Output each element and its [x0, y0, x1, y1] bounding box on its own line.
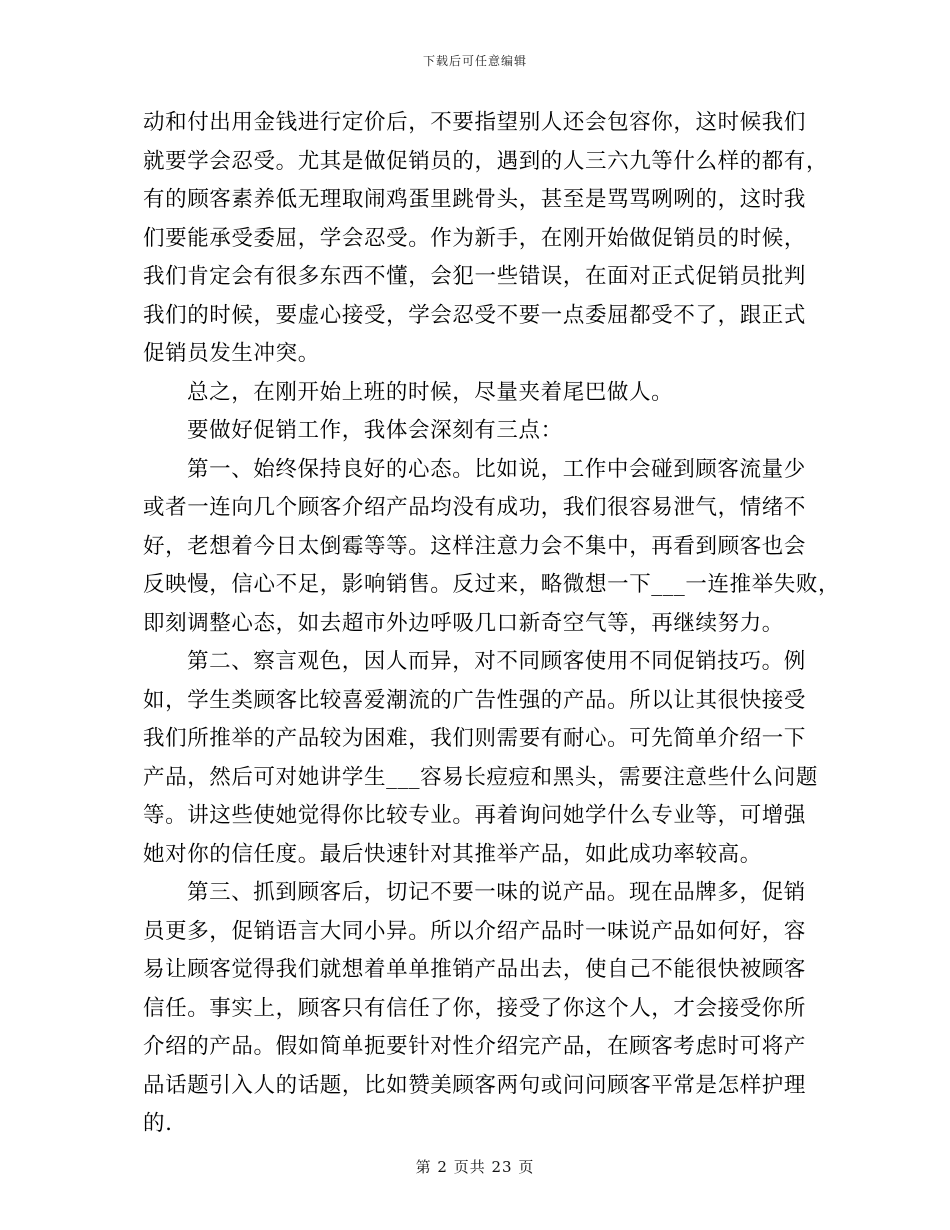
- text-line: 好，老想着今日太倒霉等等。这样注意力会不集中，再看到顾客也会: [143, 533, 807, 559]
- text-line: 们要能承受委屈，学会忍受。作为新手，在刚开始做促销员的时候，: [143, 225, 807, 251]
- text-line: 有的顾客素养低无理取闹鸡蛋里跳骨头，甚至是骂骂咧咧的，这时我: [143, 187, 807, 212]
- page-number-footer: 第 2 页共 23 页: [415, 1158, 535, 1176]
- text-line: 我们肯定会有很多东西不懂，会犯一些错误，在面对正式促销员批判: [143, 264, 807, 289]
- text-line: 我们的时候，要虚心接受，学会忍受不要一点委屈都受不了，跟正式: [143, 302, 807, 328]
- text-line: 信任。事实上，顾客只有信任了你，接受了你这个人，才会接受你所: [143, 995, 807, 1021]
- page-header: 下载后可任意编辑: [422, 54, 527, 68]
- text-line: 品话题引入人的话题，比如赞美顾客两句或问问顾客平常是怎样护理: [143, 1072, 807, 1098]
- document-body: [143, 104, 841, 1144]
- text-line: 总之，在刚开始上班的时候，尽量夹着尾巴做人。: [187, 379, 674, 405]
- text-line: 反映慢，信心不足，影响销售。反过来，略微想一下___一连推举失败，: [143, 572, 841, 597]
- text-line: 我们所推举的产品较为困难，我们则需要有耐心。可先简单介绍一下: [143, 726, 807, 751]
- text-line: 员更多，促销语言大同小异。所以介绍产品时一味说产品如何好，容: [143, 918, 807, 944]
- text-line: 第三、抓到顾客后，切记不要一味的说产品。现在品牌多，促销: [187, 880, 806, 905]
- text-line: 易让顾客觉得我们就想着单单推销产品出去，使自己不能很快被顾客: [143, 957, 807, 982]
- text-line: 要做好促销工作，我体会深刻有三点：: [187, 418, 563, 443]
- text-line: 即刻调整心态，如去超市外边呼吸几口新奇空气等，再继续努力。: [143, 610, 784, 636]
- text-line: 产品，然后可对她讲学生___容易长痘痘和黑头，需要注意些什么问题: [143, 764, 818, 790]
- text-line: 动和付出用金钱进行定价后，不要指望别人还会包容你，这时候我们: [143, 110, 807, 135]
- text-line: 第一、始终保持良好的心态。比如说，工作中会碰到顾客流量少: [187, 456, 806, 482]
- text-line: 等。讲这些使她觉得你比较专业。再着询问她学什么专业等，可增强: [143, 803, 807, 828]
- text-line: 她对你的信任度。最后快速针对其推举产品，如此成功率较高。: [143, 841, 762, 867]
- text-line: 第二、察言观色，因人而异，对不同顾客使用不同促销技巧。例: [187, 649, 806, 674]
- text-line: 如，学生类顾客比较喜爱潮流的广告性强的产品。所以让其很快接受: [143, 687, 807, 713]
- text-line: 促销员发生冲突。: [143, 341, 320, 366]
- text-line: 的.: [143, 1111, 173, 1136]
- text-line: 或者一连向几个顾客介绍产品均没有成功，我们很容易泄气，情绪不: [143, 495, 807, 520]
- text-line: 介绍的产品。假如简单扼要针对性介绍完产品，在顾客考虑时可将产: [143, 1034, 807, 1059]
- text-line: 就要学会忍受。尤其是做促销员的，遇到的人三六九等什么样的都有，: [143, 148, 829, 174]
